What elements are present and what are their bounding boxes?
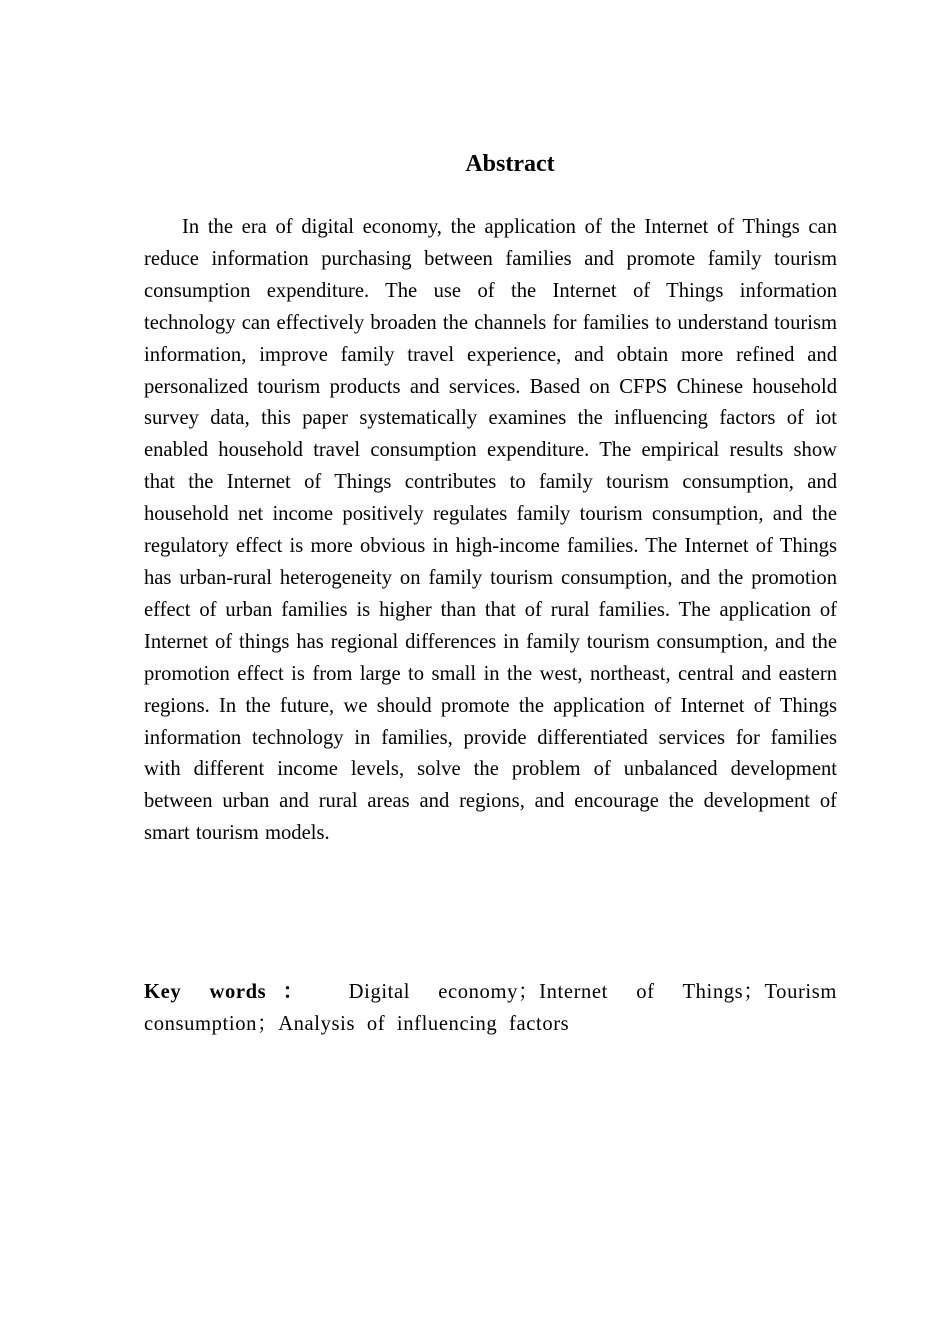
- page-title: Abstract: [465, 151, 555, 177]
- abstract-paragraph: In the era of digital economy, the application of the Internet of Things can reduce information purchasing between families and promote family tourism consumption expenditure. The use of the Internet of Things information technology can effectively broaden the channels for families to understand tourism information, improve family travel experience, and obtain more refined and personalized tourism products and services. Based on CFPS Chinese household survey data, this paper systematically examines the influencing factors of iot enabled household travel consumption expenditure. The empirical results show that the Internet of Things contributes to family tourism consumption, and household net income positively regulates family tourism consumption, and the regulatory effect is more obvious in high-income families. The Internet of Things has urban-rural heterogeneity on family tourism consumption, and the promotion effect of urban families is higher than that of rural families. The application of Internet of things has regional differences in family tourism consumption, and the promotion effect is from large to small in the west, northeast, central and eastern regions. In the future, we should promote the application of Internet of Things information technology in families, provide differentiated services for families with different income levels, solve the problem of unbalanced development between urban and rural areas and regions, and encourage the development of smart tourism models.: [144, 216, 837, 845]
- keywords-list: Digital economy；Internet of Things；Tourism consumption；Analysis of influencing factors: [144, 981, 837, 1035]
- keywords-line: [144, 977, 837, 1041]
- keywords-label: Key words：: [144, 981, 321, 1003]
